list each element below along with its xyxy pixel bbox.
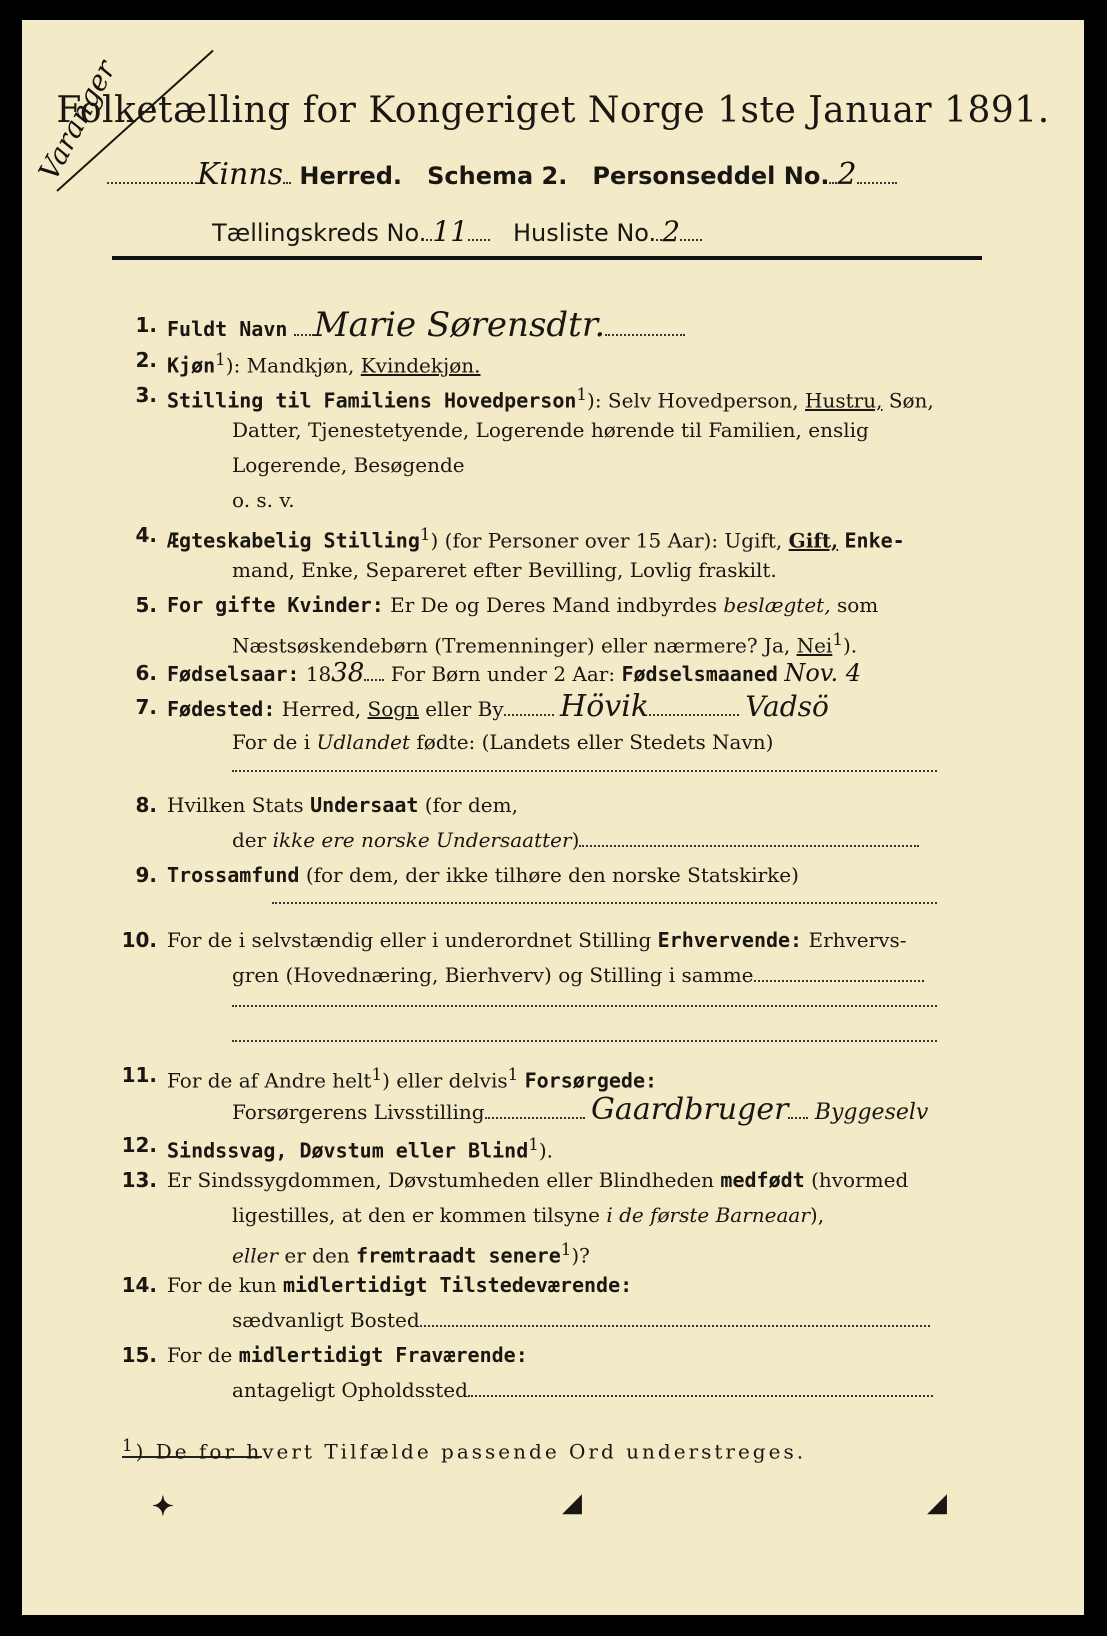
q12-label: Sindssvag, Døvstum eller Blind (167, 1138, 529, 1163)
q2-label: Kjøn (167, 353, 216, 378)
q8-line2-b: ikke ere norske Undersaatter (272, 828, 572, 852)
q7-line (167, 689, 989, 724)
q8-number: 8. (135, 793, 157, 817)
q6-label: Fødselsaar: (167, 662, 300, 686)
q12-number: 12. (121, 1133, 157, 1157)
q6-year-prefix: 18 (305, 662, 332, 686)
q13-line3-a: eller (232, 1243, 279, 1268)
q5-line2 (232, 625, 989, 661)
q13-number: 13. (121, 1168, 157, 1192)
q5-line2-a: Næstsøskendebørn (Tremenninger) eller nærmere? Ja, (232, 633, 791, 658)
q13-text-a: Er Sindssygdommen, Døvstumheden eller Blindheden (167, 1168, 715, 1192)
q9-line (167, 860, 989, 890)
q15-line2 (232, 1375, 989, 1405)
personseddel-value: 2 (837, 157, 857, 192)
census-form (22, 20, 1084, 1615)
q13-line3-c: fremtraadt senere (356, 1243, 561, 1268)
q4-text-c: Enke- (844, 528, 905, 553)
q10-line (167, 925, 989, 955)
q15-number: 15. (121, 1343, 157, 1367)
q11-footnote-ref-b: 1 (507, 1065, 519, 1084)
q5-number: 5. (135, 593, 157, 617)
q7-option-sogn: Sogn (367, 697, 419, 721)
footnote (122, 1436, 806, 1464)
corner-mark-center: ◢ (562, 1488, 582, 1518)
q5-option-nei: Nei (796, 633, 833, 658)
q3-text-c: Søn, (888, 388, 934, 413)
q8-line (167, 790, 989, 820)
q5-text-c: som (836, 593, 879, 617)
q7-blank-line (232, 770, 937, 772)
q11-value: Gaardbruger (590, 1092, 789, 1127)
q11-number: 11. (121, 1063, 157, 1087)
q1-label: Fuldt Navn (167, 317, 288, 341)
q10-number: 10. (121, 928, 157, 952)
q6-year-value: 38 (331, 658, 365, 688)
header-line-taellingskreds (212, 215, 702, 248)
q1-line (167, 305, 989, 345)
q11-text-b: ) eller delvis (382, 1068, 508, 1093)
q3-number: 3. (135, 383, 157, 407)
q12-line: Sindssvag, Døvstum eller Blind$^1$). (167, 1135, 554, 1163)
q5-line (167, 590, 989, 620)
q13-label: medfødt (720, 1168, 805, 1192)
q6-text-b: For Børn under 2 Aar: (390, 662, 616, 686)
q11-footnote-ref-a: 1 (371, 1065, 383, 1084)
form-title: Folketælling for Kongeriget Norge 1ste Januar 1891. (56, 90, 1050, 131)
corner-mark-right: ◢ (927, 1488, 947, 1518)
q13-line3-d: )? (571, 1243, 590, 1268)
q10-text-b: Erhvervs- (808, 928, 907, 952)
q1-number: 1. (135, 313, 157, 337)
stamp-handwriting: Varanger (32, 54, 123, 186)
q11-line2 (232, 1092, 989, 1128)
q7-line2 (232, 727, 989, 757)
q7-line2-b: Udlandet (316, 730, 411, 754)
q3-footnote-ref: 1 (576, 385, 588, 404)
q13-line2 (232, 1200, 989, 1230)
q10-text-a: For de i selvstændig eller i underordnet Stilling (167, 928, 652, 952)
q5-text-a: Er De og Deres Mand indbyrdes (390, 593, 718, 617)
q11-label: Forsørgede: (524, 1068, 658, 1093)
q5-label: For gifte Kvinder: (167, 593, 384, 617)
q13-line3 (232, 1235, 989, 1271)
q7-line2-a: For de i (232, 730, 311, 754)
q5-footnote-ref: 1 (832, 630, 843, 649)
q8-line2-a: der (232, 828, 267, 852)
q7-text-a: Herred, (281, 697, 362, 721)
taellingskreds-value: 11 (432, 215, 469, 248)
q3-line2: Datter, Tjenestetyende, Logerende hørende til Familien, enslig (232, 418, 869, 442)
q10-line2 (232, 960, 989, 990)
q10-line2-text: gren (Hovednæring, Bierhverv) og Stilling i samme (232, 963, 754, 987)
q7-line2-c: fødte: (Landets eller Stedets Navn) (416, 730, 774, 754)
q9-blank-line (272, 902, 937, 904)
footnote-text: ) De for hvert Tilfælde passende Ord understreges. (135, 1439, 807, 1464)
q7-number: 7. (135, 695, 157, 719)
q6-number: 6. (135, 661, 157, 685)
q11-text-a: For de af Andre helt (167, 1068, 372, 1093)
q11-line (167, 1060, 989, 1096)
q9-number: 9. (135, 863, 157, 887)
header-line-herred (107, 157, 964, 192)
q2-option-kvindekjon: Kvindekjøn. (360, 353, 481, 378)
q14-line (167, 1270, 989, 1300)
q4-number: 4. (135, 523, 157, 547)
corner-mark-left: ✦ (152, 1492, 174, 1522)
herred-value: Kinns (197, 157, 284, 192)
q14-number: 14. (121, 1273, 157, 1297)
q5-text-b: beslægtet, (723, 593, 831, 617)
q2-number: 2. (135, 348, 157, 372)
q3-line4: o. s. v. (232, 488, 295, 512)
q11-line2-text: Forsørgerens Livsstilling (232, 1100, 485, 1124)
q6-label-b: Fødselsmaaned (621, 662, 778, 686)
q8-label-a: Hvilken Stats (167, 793, 304, 817)
q15-label: midlertidigt Fraværende: (238, 1343, 528, 1367)
q10-label: Erhvervende: (657, 928, 803, 952)
q14-line2-text: sædvanligt Bosted (232, 1308, 420, 1332)
q13-line2-c: ), (809, 1203, 825, 1227)
herred-label: Herred. (299, 162, 403, 190)
q14-line2 (232, 1305, 989, 1335)
footnote-marker: 1 (122, 1436, 136, 1455)
q7-label: Fødested: (167, 697, 276, 721)
q11-value-b: Byggeselv (814, 1100, 929, 1125)
q9-label: Trossamfund (167, 863, 300, 887)
q3-text-a: ): Selv Hovedperson, (587, 388, 799, 413)
q7-value: Hövik (560, 689, 649, 724)
husliste-value: 2 (662, 215, 681, 248)
q7-text-c: eller By (425, 697, 504, 721)
q2-text-a: ): Mandkjøn, (225, 353, 355, 378)
q7-value-b: Vadsö (745, 690, 829, 723)
q2-footnote-ref: 1 (215, 350, 226, 369)
q15-line2-text: antageligt Opholdssted (232, 1378, 468, 1402)
q13-line (167, 1165, 989, 1195)
q4-line (167, 520, 989, 556)
q4-text-a: ) (for Personer over 15 Aar): Ugift, (430, 528, 783, 553)
q4-label: Ægteskabelig Stilling (167, 528, 420, 553)
taellingskreds-label: Tællingskreds No. (212, 219, 427, 247)
schema-label: Schema 2. (427, 162, 568, 190)
personseddel-label: Personseddel No. (592, 162, 830, 190)
q12-footnote-ref: 1 (528, 1135, 539, 1154)
q4-footnote-ref: 1 (419, 525, 431, 544)
q13-line3-b: er den (284, 1243, 350, 1268)
q3-option-hustru: Hustru, (805, 388, 883, 413)
q5-line2-c: ). (842, 633, 858, 658)
q3-line3: Logerende, Besøgende (232, 453, 465, 477)
q8-label-b: Undersaat (310, 793, 419, 817)
q3-line (167, 380, 989, 416)
q10-blank-line-2 (232, 1040, 937, 1042)
q13-footnote-ref: 1 (560, 1240, 572, 1259)
q14-text: For de kun (167, 1273, 277, 1297)
q4-option-gift: Gift, (788, 528, 839, 553)
q9-text: (for dem, der ikke tilhøre den norske Statskirke) (305, 863, 799, 887)
q6-line (167, 658, 989, 689)
header-rule (112, 256, 982, 260)
q10-blank-line-1 (232, 1005, 937, 1007)
q15-text: For de (167, 1343, 233, 1367)
q2-line (167, 345, 989, 381)
q13-line2-a: ligestilles, at den er kommen tilsyne (232, 1203, 600, 1227)
q6-month-value: Nov. 4 (784, 659, 862, 687)
q3-label: Stilling til Familiens Hovedperson (167, 388, 577, 413)
q13-line2-b: i de første Barneaar (606, 1203, 810, 1227)
husliste-label: Husliste No. (512, 219, 657, 247)
q13-text-b: (hvormed (811, 1168, 909, 1192)
q4-line2: mand, Enke, Separeret efter Bevilling, Lovlig fraskilt. (232, 558, 777, 582)
q14-label: midlertidigt Tilstedeværende: (282, 1273, 633, 1297)
q1-value: Marie Sørensdtr. (313, 305, 606, 345)
q15-line (167, 1340, 989, 1370)
q8-line2: der ikke ere norske Undersaatter) (232, 825, 989, 855)
q8-text: (for dem, (424, 793, 518, 817)
